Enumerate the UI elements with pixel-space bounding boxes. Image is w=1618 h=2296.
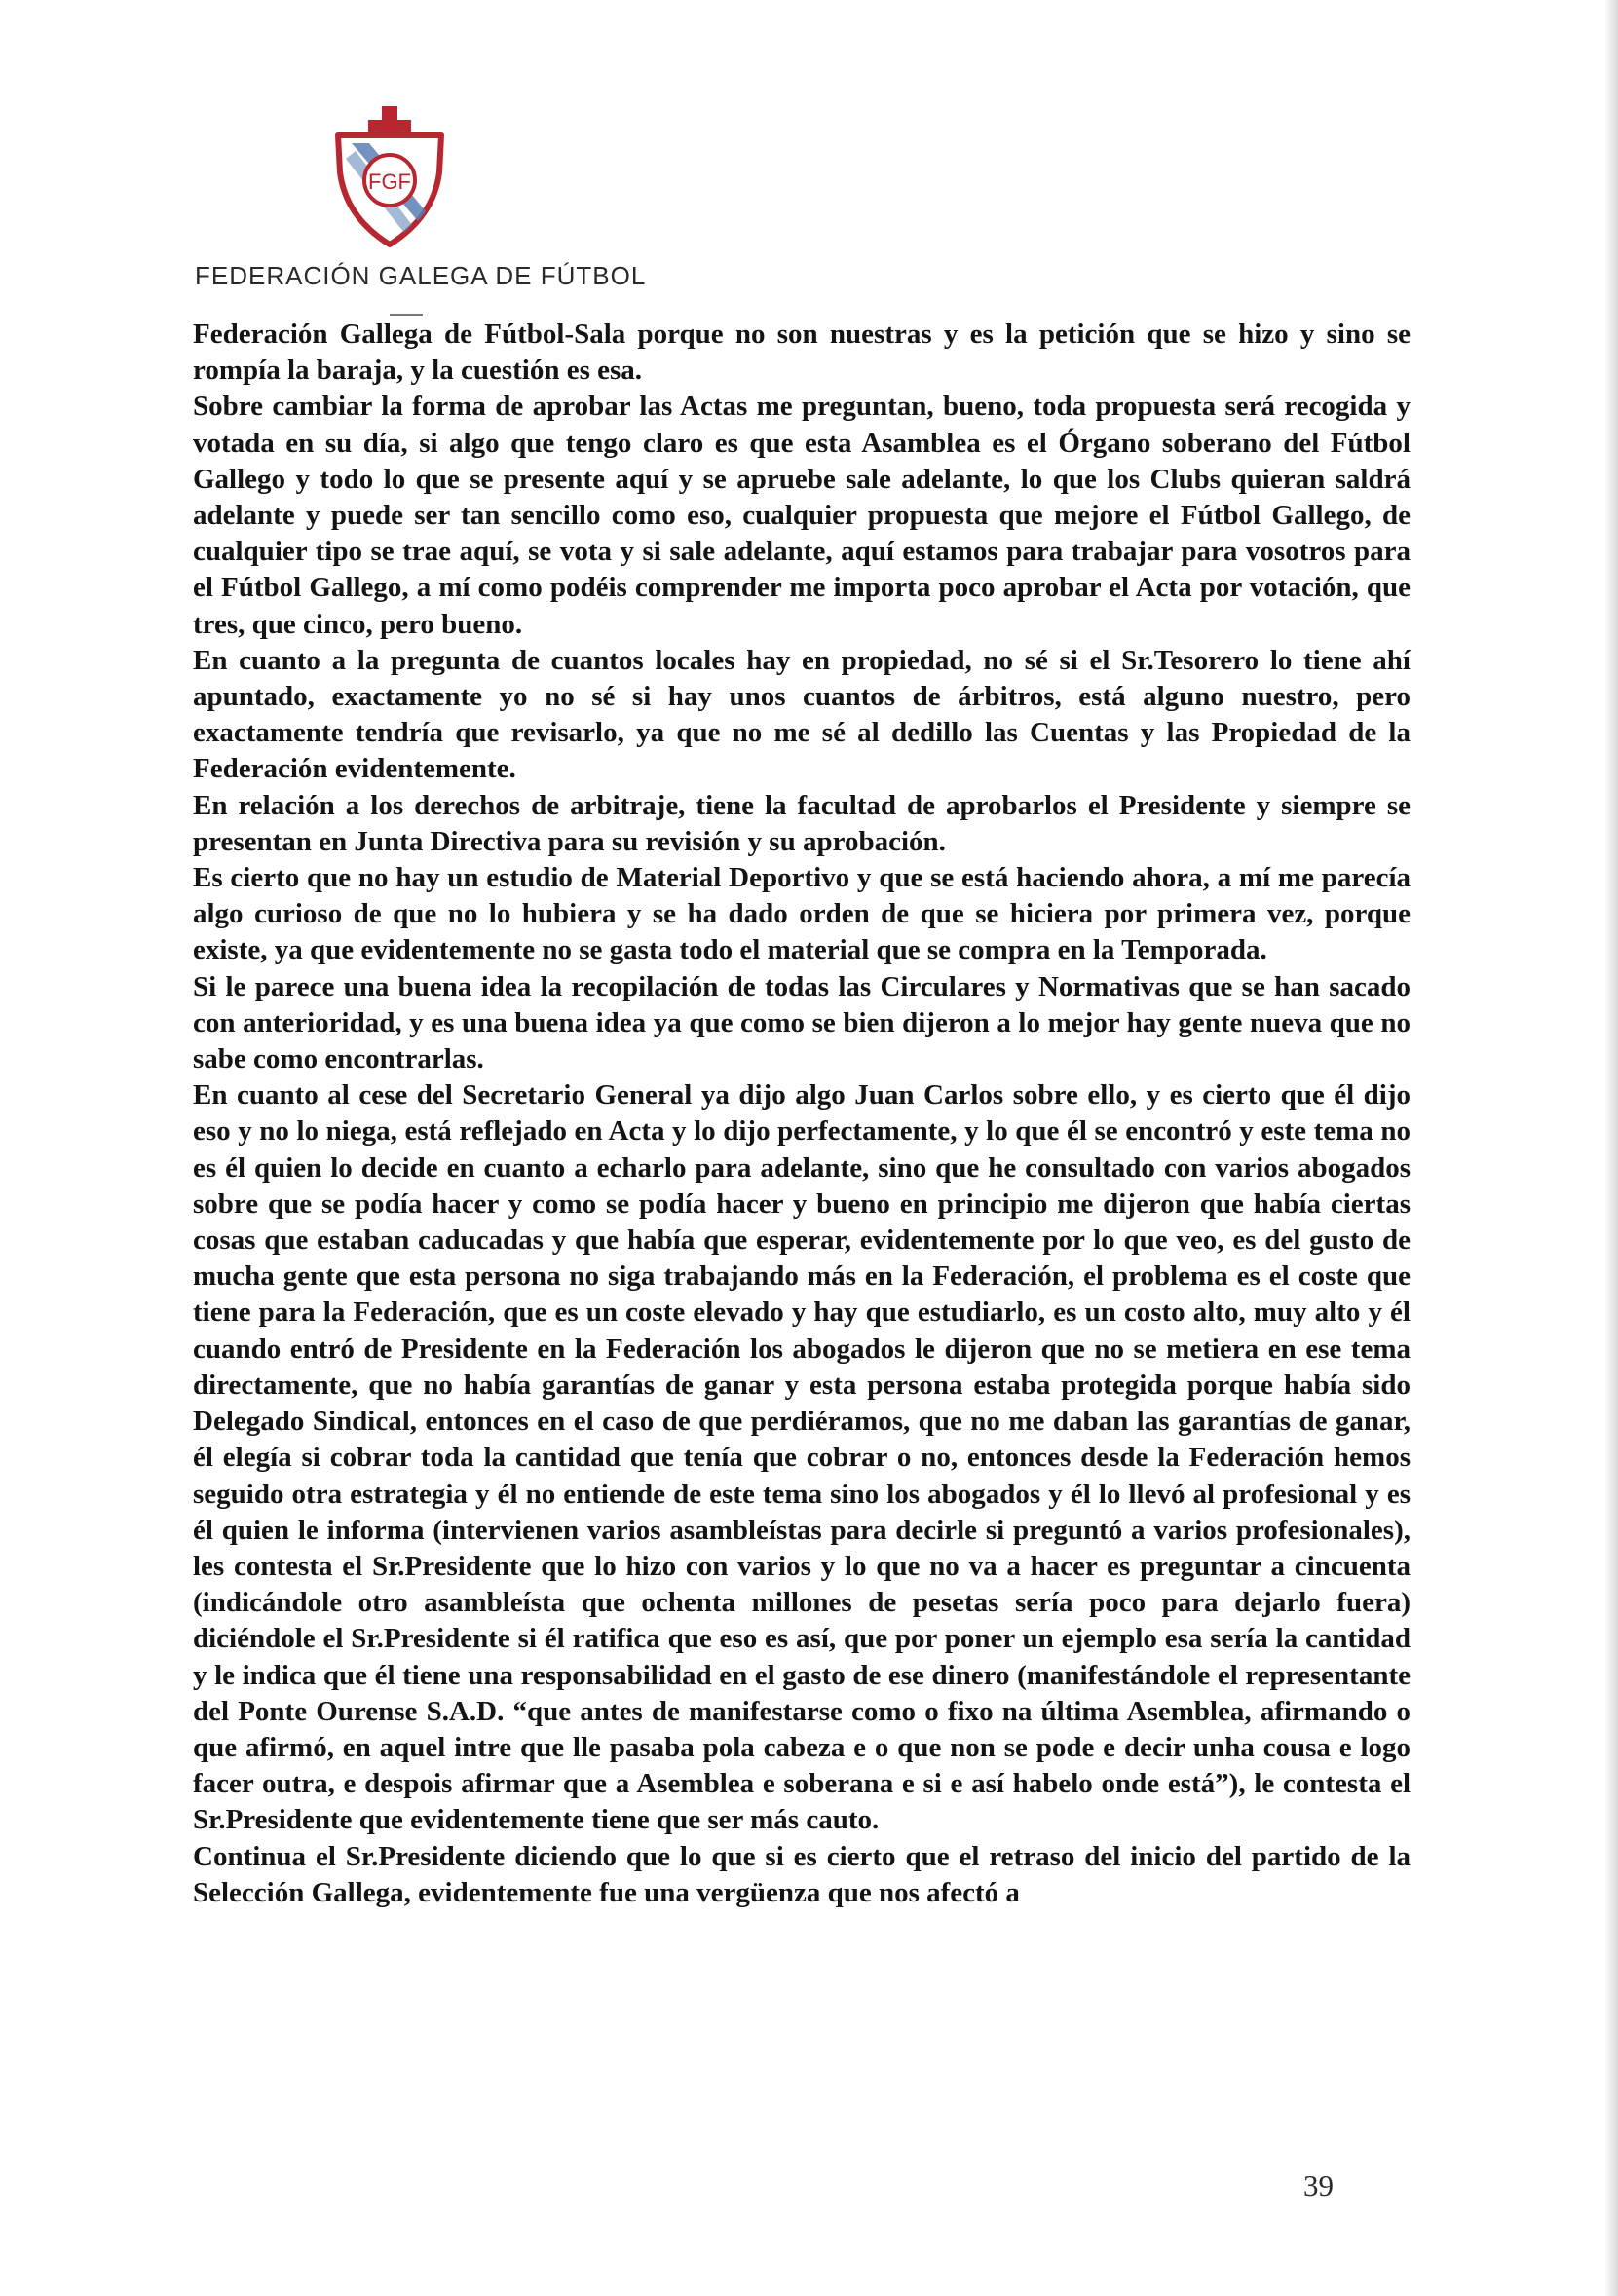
crest-emblem-text: FGF (368, 169, 411, 194)
paragraph: En cuanto a la pregunta de cuantos locales hay en propiedad, no sé si el Sr.Tesorero lo tiene ahí apuntado, exactamente yo no sé si hay unos cuantos de árbitros, está alguno nuestro, pero exactamente tendría que revisarlo, ya que no me sé al dedillo las Cuentas y las Propiedad de la Federación evidentemente. (193, 644, 1411, 785)
paragraph: En cuanto al cese del Secretario General ya dijo algo Juan Carlos sobre ello, y es cierto que él dijo eso y no lo niega, está reflejado en Acta y lo dijo perfectamente, y lo que él se encontró y este tema no es él quien lo decide en cuanto a echarlo para adelante, sino que he consultado con varios abogados sobre que se podía hacer y como se podía hacer y bueno en principio me dijeron que había ciertas cosas que estaban caducadas y que había que esperar, evidentemente por lo que veo, es del gusto de mucha gente que esta persona no siga trabajando más en la Federación, el problema es el coste que tiene para la Federación, que es un coste elevado y hay que estudiarlo, es un costo alto, muy alto y él cuando entró de Presidente en la Federación los abogados le dijeron que no se metiera en ese tema directamente, que no había garantías de ganar y esta persona estaba protegida porque había sido Delegado Sindical, entonces en el caso de que perdiéramos, que no me daban las garantías de ganar, él elegía si cobrar toda la cantidad que tenía que cobrar o no, entonces desde la Federación hemos seguido otra estrategia y él no entiende de este tema sino los abogados y él lo llevó al profesional y es él quien le informa (intervienen varios asambleístas para decirle si preguntó a varios profesionales), les contesta el Sr.Presidente que lo hizo con varios y lo que no va a hacer es preguntar a cincuenta (indicándole otro asambleísta que ochenta millones de pesetas sería poco para dejarlo fuera) diciéndole el Sr.Presidente si él ratifica que eso es así, que por poner un ejemplo esa sería la cantidad y le indica que él tiene una responsabilidad en el gasto de ese dinero (manifestándole el representante del Ponte Ourense S.A.D. “que antes de manifestarse como o fixo na última Asemblea, afirmando o que afirmó, en aquel intre que lle pasaba pola cabeza e o que non se pode e decir unha cousa e logo facer outra, e despois afirmar que a Asemblea e soberana e si e así habelo onde está”), le contesta el Sr.Presidente que evidentemente tiene que ser más cauto. (193, 1079, 1411, 1836)
federation-crest-logo (317, 102, 463, 248)
paragraph: Sobre cambiar la forma de aprobar las Actas me preguntan, bueno, toda propuesta será recogida y votada en su día, si algo que tengo claro es que esta Asamblea es el Órgano soberano del Fútbol Gallego y todo lo que se presente aquí y se apruebe sale adelante, lo que los Clubs quieran saldrá adelante y puede ser tan sencillo como eso, cualquier propuesta que mejore el Fútbol Gallego, de cualquier tipo se trae aquí, se vota y si sale adelante, aquí estamos para trabajar para vosotros para el Fútbol Gallego, a mí como podéis comprender me importa poco aprobar el Acta por votación, que tres, que cinco, pero bueno. (193, 391, 1411, 640)
page-edge-shadow (1604, 0, 1618, 2296)
paragraph: Federación Gallega de Fútbol-Sala porque no son nuestras y es la petición que se hizo y sino se rompía la baraja, y la cuestión es esa. (193, 319, 1411, 387)
paragraph: Es cierto que no hay un estudio de Material Deportivo y que se está haciendo ahora, a mí me parecía algo curioso de que no lo hubiera y se ha dado orden de que se hiciera por primera vez, porque existe, ya que evidentemente no se gasta todo el material que se compra en la Temporada. (193, 862, 1411, 966)
organization-name: FEDERACIÓN GALEGA DE FÚTBOL (195, 261, 647, 290)
document-body (193, 317, 1411, 1911)
paragraph: Continua el Sr.Presidente diciendo que lo que si es cierto que el retraso del inicio del partido de la Selección Gallega, evidentemente fue una vergüenza que nos afectó a (193, 1840, 1411, 1908)
paragraph: Si le parece una buena idea la recopilación de todas las Circulares y Normativas que se han sacado con anterioridad, y es una buena idea ya que como se bien dijeron a lo mejor hay gente nueva que no sabe como encontrarlas. (193, 970, 1411, 1075)
page-number: 39 (1303, 2168, 1334, 2202)
header-divider (390, 314, 423, 316)
crest-svg (317, 102, 463, 248)
paragraph: En relación a los derechos de arbitraje, tiene la facultad de aprobarlos el Presidente y siempre se presentan en Junta Directiva para su revisión y su aprobación. (193, 789, 1411, 857)
